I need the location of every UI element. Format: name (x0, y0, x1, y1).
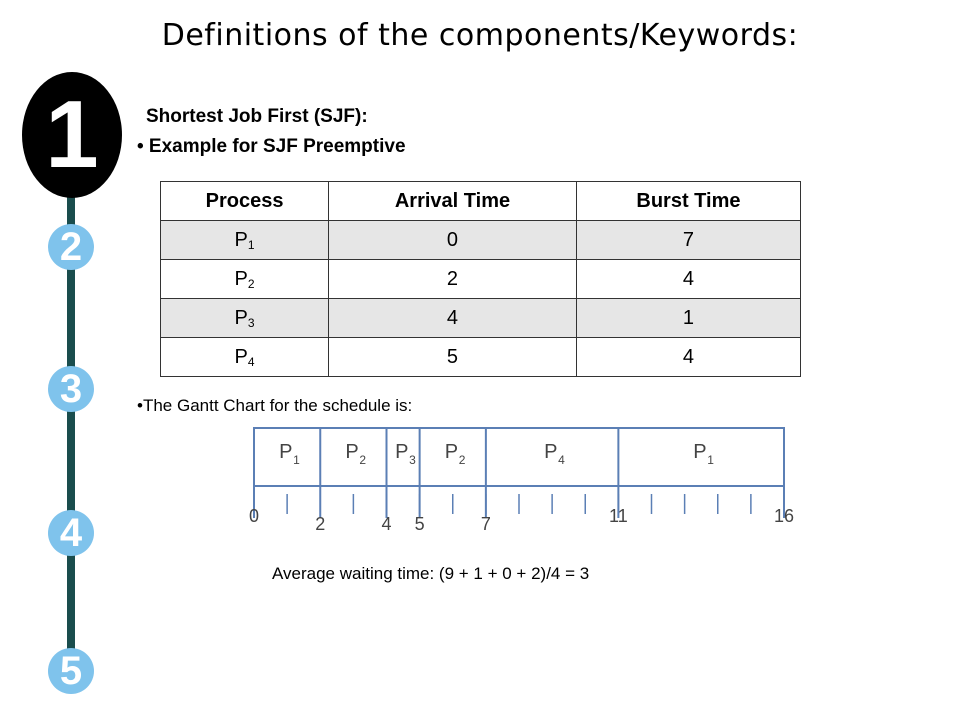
header-burst-time: Burst Time (576, 182, 800, 221)
gantt-segment-label: P (444, 441, 459, 463)
example-bullet: • Example for SJF Preemptive (137, 136, 406, 157)
process-table (160, 181, 801, 377)
table-header-row (161, 182, 801, 221)
process-cell: $P_2$ (161, 260, 329, 299)
average-waiting-time: Average waiting time: (9 + 1 + 0 + 2)/4 = 3 (272, 564, 590, 583)
gantt-segment-subscript: 4 (558, 453, 565, 467)
arrival-cell: 5 (329, 338, 577, 377)
gantt-tick-label: 4 (381, 514, 392, 534)
header-arrival-time: Arrival Time (329, 182, 577, 221)
process-cell: $P_4$ (161, 338, 329, 377)
gantt-tick-label: 2 (315, 514, 326, 534)
gantt-tick-label: 5 (414, 514, 425, 534)
gantt-tick-label: 0 (248, 506, 260, 526)
section-heading: Shortest Job First (SJF): (146, 106, 368, 127)
gantt-caption: •The Gantt Chart for the schedule is: (137, 396, 413, 415)
table-row (161, 299, 801, 338)
header-process: Process (161, 182, 329, 221)
gantt-segment-label: P (345, 441, 359, 463)
gantt-chart (240, 420, 800, 535)
gantt-segment-label: P (279, 441, 293, 463)
step-1-badge[interactable]: 1 (22, 72, 122, 198)
gantt-segment-subscript: 2 (458, 453, 466, 467)
step-5-badge[interactable]: 5 (48, 648, 94, 694)
arrival-cell: 2 (329, 260, 577, 299)
gantt-segment-label: P (544, 441, 558, 463)
process-cell: $P_1$ (161, 221, 329, 260)
burst-cell: 4 (576, 260, 800, 299)
gantt-segment-subscript: 1 (707, 453, 714, 467)
page-title: Definitions of the components/Keywords: (161, 18, 799, 53)
gantt-tick-label: 11 (609, 506, 628, 526)
step-4-badge[interactable]: 4 (48, 510, 94, 556)
gantt-tick-label: 16 (773, 506, 795, 526)
gantt-tick-label: 7 (480, 514, 491, 534)
table-row (161, 260, 801, 299)
gantt-segment-subscript: 1 (293, 453, 300, 467)
gantt-segment-label: P (395, 441, 409, 463)
burst-cell: 7 (576, 221, 800, 260)
step-2-badge[interactable]: 2 (48, 224, 94, 270)
process-cell: $P_3$ (161, 299, 329, 338)
burst-cell: 4 (576, 338, 800, 377)
step-3-badge[interactable]: 3 (48, 366, 94, 412)
gantt-segment-label: P (693, 441, 707, 463)
burst-cell: 1 (576, 299, 800, 338)
table-row (161, 221, 801, 260)
gantt-segment-subscript: 2 (359, 453, 367, 467)
arrival-cell: 4 (329, 299, 577, 338)
table-row (161, 338, 801, 377)
arrival-cell: 0 (329, 221, 577, 260)
gantt-segment-subscript: 3 (409, 453, 416, 467)
